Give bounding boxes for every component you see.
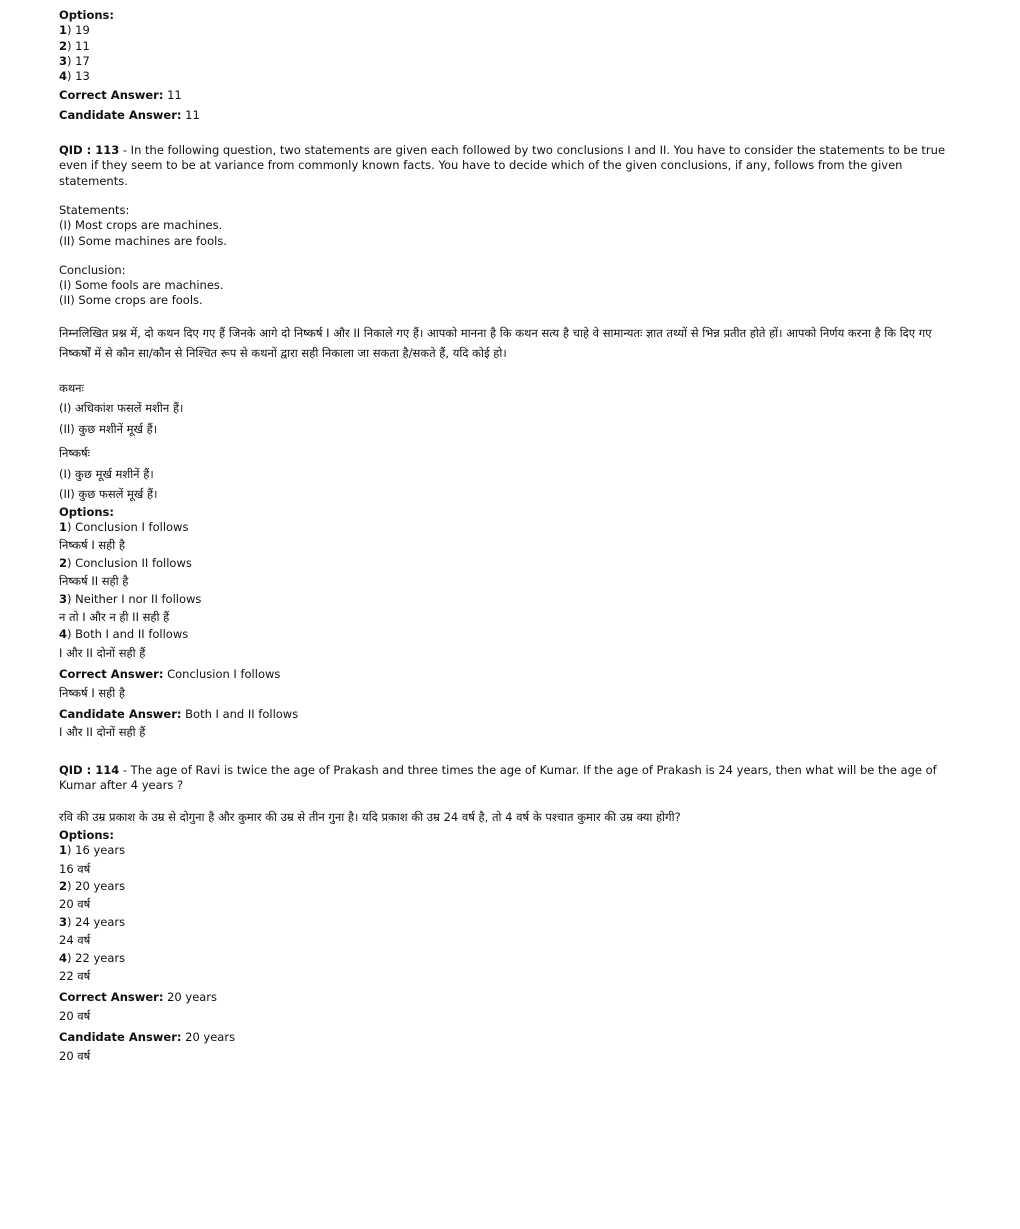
option-number: 3 bbox=[59, 53, 68, 68]
conclusion-1-hi: (I) कुछ मूर्ख मशीनें हैं। bbox=[59, 466, 154, 481]
candidate-answer-label: Candidate Answer: bbox=[59, 1030, 182, 1045]
option-4-hi: 22 वर्ष bbox=[59, 968, 91, 983]
option-text: 17 bbox=[75, 53, 90, 68]
option-1-hi: 16 वर्ष bbox=[59, 861, 91, 876]
option-4: 4) 13 bbox=[59, 69, 90, 84]
option-text: 20 years bbox=[75, 879, 126, 894]
option-number: 1 bbox=[59, 520, 68, 535]
correct-answer-hi: निष्कर्ष I सही है bbox=[59, 685, 125, 700]
option-number: 2 bbox=[59, 38, 68, 53]
correct-answer bbox=[59, 88, 959, 103]
option-text: Conclusion II follows bbox=[75, 555, 192, 570]
candidate-answer bbox=[59, 1030, 959, 1045]
option-2-hi: निष्कर्ष II सही है bbox=[59, 574, 129, 589]
option-text: Neither I nor II follows bbox=[75, 591, 202, 606]
option-number: 4 bbox=[59, 69, 68, 84]
option-2: 2) Conclusion II follows bbox=[59, 555, 192, 570]
statement-2-hi: (II) कुछ मशीनें मूर्ख हैं। bbox=[59, 421, 158, 436]
option-number: 1 bbox=[59, 843, 68, 858]
options-heading: Options: bbox=[59, 8, 114, 22]
question-text-hi: रवि की उम्र प्रकाश के उम्र से दोगुना है और कुमार की उम्र से तीन गुना है। यदि प्रकाश की उम्र 24 वर्ष है, तो 4 वर्ष के पश्चात कुमार की उम्र क्या होगी? bbox=[59, 810, 681, 825]
correct-answer-value: 11 bbox=[167, 88, 182, 103]
option-2: 2) 11 bbox=[59, 38, 90, 53]
conclusion-2: (II) Some crops are fools. bbox=[59, 293, 203, 308]
conclusion-2-hi: (II) कुछ फसलें मूर्ख हैं। bbox=[59, 487, 158, 502]
conclusion-1: (I) Some fools are machines. bbox=[59, 278, 224, 293]
question-113 bbox=[59, 143, 959, 743]
correct-answer-label: Correct Answer: bbox=[59, 88, 164, 103]
option-3-hi: न तो I और न ही II सही हैं bbox=[59, 609, 170, 624]
candidate-answer-label: Candidate Answer: bbox=[59, 707, 182, 722]
correct-answer bbox=[59, 667, 959, 682]
question-body: - In the following question, two statements are given each followed by two conclusions I and II. You have to consider the statements to be true even if they seem to be at variance from commonly known facts. You have to decide which of the given conclusions, if any, follows from the given statements. bbox=[59, 143, 946, 188]
option-2-hi: 20 वर्ष bbox=[59, 897, 91, 912]
option-1: 1) Conclusion I follows bbox=[59, 520, 189, 535]
candidate-answer bbox=[59, 707, 959, 722]
correct-answer-value: 20 years bbox=[167, 990, 218, 1005]
option-3: 3) 17 bbox=[59, 53, 90, 68]
statement-2: (II) Some machines are fools. bbox=[59, 233, 227, 248]
option-text: 22 years bbox=[75, 950, 126, 965]
option-text: 24 years bbox=[75, 914, 126, 929]
correct-answer-label: Correct Answer: bbox=[59, 667, 164, 682]
option-text: Both I and II follows bbox=[75, 627, 189, 642]
correct-answer-label: Correct Answer: bbox=[59, 990, 164, 1005]
option-1: 1) 19 bbox=[59, 23, 90, 38]
option-1-hi: निष्कर्ष I सही है bbox=[59, 538, 125, 553]
candidate-answer-value: 20 years bbox=[185, 1030, 236, 1045]
option-number: 2 bbox=[59, 879, 68, 894]
option-number: 3 bbox=[59, 914, 68, 929]
option-text: 13 bbox=[75, 69, 90, 84]
statement-1-hi: (I) अधिकांश फसलें मशीन हैं। bbox=[59, 401, 184, 416]
option-text: 11 bbox=[75, 38, 90, 53]
conclusion-label-hi: निष्कर्षः bbox=[59, 446, 90, 461]
candidate-answer-hi: I और II दोनों सही हैं bbox=[59, 725, 146, 740]
document-page bbox=[59, 8, 959, 1066]
statement-1: (I) Most crops are machines. bbox=[59, 218, 223, 233]
option-4-hi: I और II दोनों सही हैं bbox=[59, 645, 146, 660]
options-heading: Options: bbox=[59, 504, 114, 519]
question-text-en bbox=[59, 763, 959, 794]
option-3-hi: 24 वर्ष bbox=[59, 933, 91, 948]
conclusion-label: Conclusion: bbox=[59, 262, 126, 277]
option-1: 1) 16 years bbox=[59, 843, 126, 858]
option-4: 4) Both I and II follows bbox=[59, 627, 189, 642]
statements-label: Statements: bbox=[59, 202, 130, 217]
option-number: 4 bbox=[59, 950, 68, 965]
candidate-answer-hi: 20 वर्ष bbox=[59, 1048, 91, 1063]
option-3: 3) Neither I nor II follows bbox=[59, 591, 202, 606]
correct-answer-value: Conclusion I follows bbox=[167, 667, 281, 682]
qid: QID : 114 bbox=[59, 762, 120, 777]
option-number: 3 bbox=[59, 591, 68, 606]
candidate-answer-label: Candidate Answer: bbox=[59, 107, 182, 122]
option-number: 4 bbox=[59, 627, 68, 642]
option-text: 16 years bbox=[75, 843, 126, 858]
question-114 bbox=[59, 763, 959, 1066]
question-body: - The age of Ravi is twice the age of Prakash and three times the age of Kumar. If the age of Prakash is 24 years, then what will be the age of Kumar after 4 years ? bbox=[59, 762, 937, 793]
option-number: 1 bbox=[59, 23, 68, 38]
option-text: Conclusion I follows bbox=[75, 520, 189, 535]
question-text-en bbox=[59, 143, 959, 189]
correct-answer-hi: 20 वर्ष bbox=[59, 1008, 91, 1023]
candidate-answer bbox=[59, 108, 959, 123]
option-number: 2 bbox=[59, 555, 68, 570]
qid: QID : 113 bbox=[59, 143, 120, 158]
candidate-answer-value: 11 bbox=[185, 107, 200, 122]
options-heading: Options: bbox=[59, 827, 114, 842]
option-2: 2) 20 years bbox=[59, 879, 126, 894]
option-3: 3) 24 years bbox=[59, 914, 126, 929]
candidate-answer-value: Both I and II follows bbox=[185, 707, 299, 722]
correct-answer bbox=[59, 990, 959, 1005]
option-text: 19 bbox=[75, 23, 90, 38]
question-text-hi: निम्नलिखित प्रश्न में, दो कथन दिए गए हैं जिनके आगे दो निष्कर्ष I और II निकाले गए हैं। आपको मानना है कि कथन सत्य है चाहे वे सामान्यतः ज्ञात तथ्यों से भिन्न प्रतीत होते हों। आपको निर्णय करना है कि दिए गए निष्कर्षों में से कौन सा/कौन से निश्चित रूप से कथनों द्वारा सही निकाला जा सकता है/सकते हैं, यदि कोई हो। bbox=[59, 325, 932, 361]
statements-label-hi: कथनः bbox=[59, 380, 84, 395]
option-4: 4) 22 years bbox=[59, 950, 126, 965]
question-112-tail bbox=[59, 8, 959, 123]
